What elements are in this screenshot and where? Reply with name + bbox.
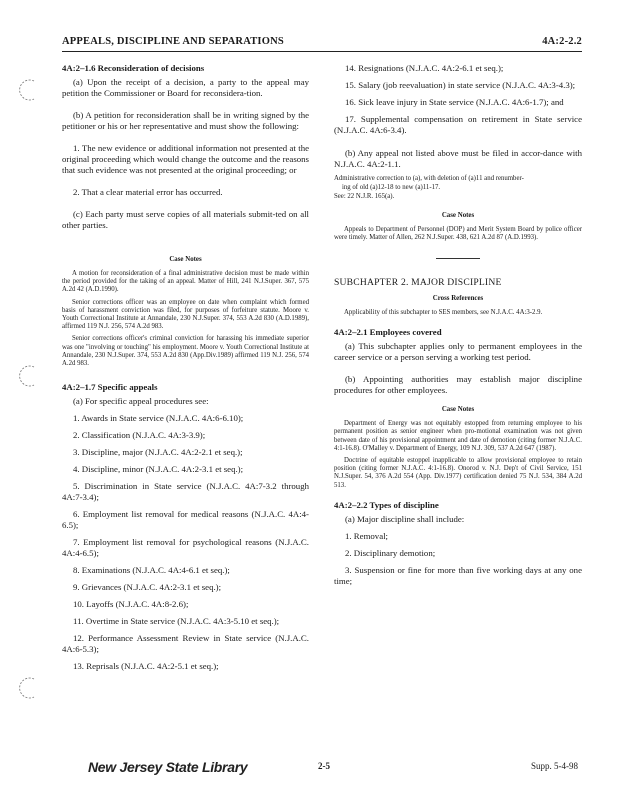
- cross-reference: Applicability of this subchapter to SES members, see N.J.A.C. 4A:3-2.9.: [344, 309, 543, 317]
- admin-note: ing of old (a)12-18 to new (a)11-17.: [342, 184, 441, 192]
- list-item: 2. Classification (N.J.A.C. 4A:3-3.9);: [73, 430, 206, 441]
- case-note: A motion for reconsideration of a final administrative decision must be made within the period provided for the taking of an appeal. Matter of Hill, 241 N.J.Super. 367, 575 A.2d 42 (A.D.1990).: [62, 270, 309, 294]
- case-note: Doctrine of equitable estoppel inapplicable to allow provisional employee to retain position (citing former N.J.A.C. 4:1-16.8). Onorod v. N.J. Dep't of Civil Service, 151 N.J.Super. 54, 376 A.2d 554 (App. Div.1977) certification denied 75 N.J. 534, 384 A.2d 513.: [334, 457, 582, 489]
- paragraph: (b) Appointing authorities may establish major discipline procedures for other employees.: [334, 374, 582, 396]
- list-item: 5. Discrimination in State service (N.J.A.C. 4A:7-3.2 through 4A:7-3.4);: [62, 481, 309, 503]
- list-item: 4. Discipline, minor (N.J.A.C. 4A:2-3.1 et seq.);: [73, 464, 244, 475]
- paragraph: (b) A petition for reconsideration shall be in writing signed by the petitioner or his or her representative and must show the following:: [62, 110, 309, 131]
- case-note: Appeals to Department of Personnel (DOP) and Merit System Board by police officer were timely. Matter of Allen, 262 N.J.Super. 438, 621 A.2d 87 (A.D.1993).: [334, 225, 582, 241]
- paragraph: (a) Upon the receipt of a decision, a party to the appeal may petition the Commissioner or Board for reconsidera-tion.: [62, 77, 309, 98]
- library-stamp: New Jersey State Library: [88, 759, 248, 775]
- left-column: [62, 63, 309, 678]
- list-item: 11. Overtime in State service (N.J.A.C. 4A:3-5.10 et seq.);: [73, 616, 280, 627]
- list-item: 2. That a clear material error has occurred.: [73, 187, 223, 197]
- list-item: 8. Examinations (N.J.A.C. 4A:4-6.1 et seq.);: [73, 565, 230, 576]
- list-item: 14. Resignations (N.J.A.C. 4A:2-6.1 et seq.);: [345, 63, 504, 73]
- section-heading: 4A:2–1.7 Specific appeals: [62, 382, 158, 393]
- cross-references-heading: Cross References: [432, 295, 484, 303]
- section-divider: [436, 258, 480, 259]
- paragraph: (a) This subchapter applies only to permanent employees in the career service or a person serving a working test period.: [334, 341, 582, 363]
- paragraph: (a) Major discipline shall include:: [345, 513, 465, 524]
- case-notes-heading: Case Notes: [169, 256, 202, 263]
- list-item: 10. Layoffs (N.J.A.C. 4A:8-2.6);: [73, 599, 189, 610]
- case-notes-heading: Case Notes: [441, 211, 475, 219]
- list-item: 7. Employment list removal for psychological reasons (N.J.A.C. 4A:4-6.5);: [62, 537, 309, 559]
- header-section-code: 4A:2-2.2: [542, 36, 582, 47]
- punch-hole-icon: [16, 676, 40, 700]
- punch-hole-icon: [16, 364, 40, 388]
- admin-note: Administrative correction to (a), with deletion of (a)11 and renumber-: [334, 175, 524, 182]
- section-heading: 4A:2–2.2 Types of discipline: [334, 499, 439, 510]
- case-note: Department of Energy was not equitably estopped from returning employee to his permanent position as senior engineer when pro-motional examination was not given between date of his provisional appointment and date of demotion (citing former N.J.A.C. 4:1-16.8). O'Malley v. Department of Energy, 109 N.J. 309, 537 A.2d 647 (1987).: [334, 420, 582, 452]
- list-item: 1. Removal;: [345, 530, 389, 541]
- paragraph: (a) For specific appeal procedures see:: [73, 396, 209, 407]
- right-column: [334, 63, 582, 593]
- case-notes-heading: Case Notes: [441, 406, 475, 414]
- page-number: 2-5: [318, 761, 330, 771]
- list-item: 6. Employment list removal for medical reasons (N.J.A.C. 4A:4-6.5);: [62, 509, 309, 531]
- admin-note-source: See: 22 N.J.R. 165(a).: [334, 193, 395, 201]
- section-heading: 4A:2–1.6 Reconsideration of decisions: [62, 63, 205, 73]
- list-item: 15. Salary (job reevaluation) in state service (N.J.A.C. 4A:3-4.3);: [345, 80, 576, 90]
- list-item: 2. Disciplinary demotion;: [345, 547, 436, 558]
- case-note: Senior corrections officer's criminal conviction for harassing his immediate superior was one "involving or touching" his employment. Moore v. Youth Correctional Institute at Annandale, 230 N.J.Super. 374, 553 A.2d 830 (App.Div.1989) affirmed 119 N.J. 256, 574 A.2d 983.: [62, 335, 309, 368]
- list-item: 3. Suspension or fine for more than five working days at any one time;: [334, 564, 582, 586]
- list-item: 1. Awards in State service (N.J.A.C. 4A:6-6.10);: [73, 413, 244, 424]
- list-item: 1. The new evidence or additional information not presented at the original proceeding which would change the outcome and the reasons that such evidence was not presented at the original proceeding; or: [62, 143, 309, 175]
- subchapter-title: SUBCHAPTER 2. MAJOR DISCIPLINE: [334, 277, 502, 289]
- header-rule: [62, 51, 582, 52]
- list-item: 12. Performance Assessment Review in State service (N.J.A.C. 4A:6-5.3);: [62, 633, 309, 655]
- supplement-date: Supp. 5-4-98: [531, 761, 578, 771]
- punch-hole-icon: [16, 78, 40, 102]
- list-item: 3. Discipline, major (N.J.A.C. 4A:2-2.1 et seq.);: [73, 447, 243, 458]
- paragraph: (b) Any appeal not listed above must be filed in accor-dance with N.J.A.C. 4A:2-1.1.: [334, 148, 582, 169]
- list-item: 13. Reprisals (N.J.A.C. 4A:2-5.1 et seq.);: [73, 661, 219, 672]
- case-note: Senior corrections officer was an employee on date when complaint which formed basis of harassment conviction was filed, for purposes of forfeiture statute. Moore v. Youth Correctional Institute at Annandale, 230 N.J.Super. 374, 553 A.2d 830 (A.D.1989), affirmed 119 N.J. 256, 574 A.2d 983.: [62, 298, 309, 331]
- header-title: APPEALS, DISCIPLINE AND SEPARATIONS: [62, 36, 284, 47]
- list-item: 16. Sick leave injury in State service (N.J.A.C. 4A:6-1.7); and: [345, 97, 564, 107]
- list-item: 9. Grievances (N.J.A.C. 4A:2-3.1 et seq.);: [73, 582, 222, 593]
- paragraph: (c) Each party must serve copies of all materials submit-ted on all other parties.: [62, 209, 309, 230]
- section-heading: 4A:2–2.1 Employees covered: [334, 327, 442, 338]
- list-item: 17. Supplemental compensation on retirement in State service (N.J.A.C. 4A:6-3.4).: [334, 114, 582, 135]
